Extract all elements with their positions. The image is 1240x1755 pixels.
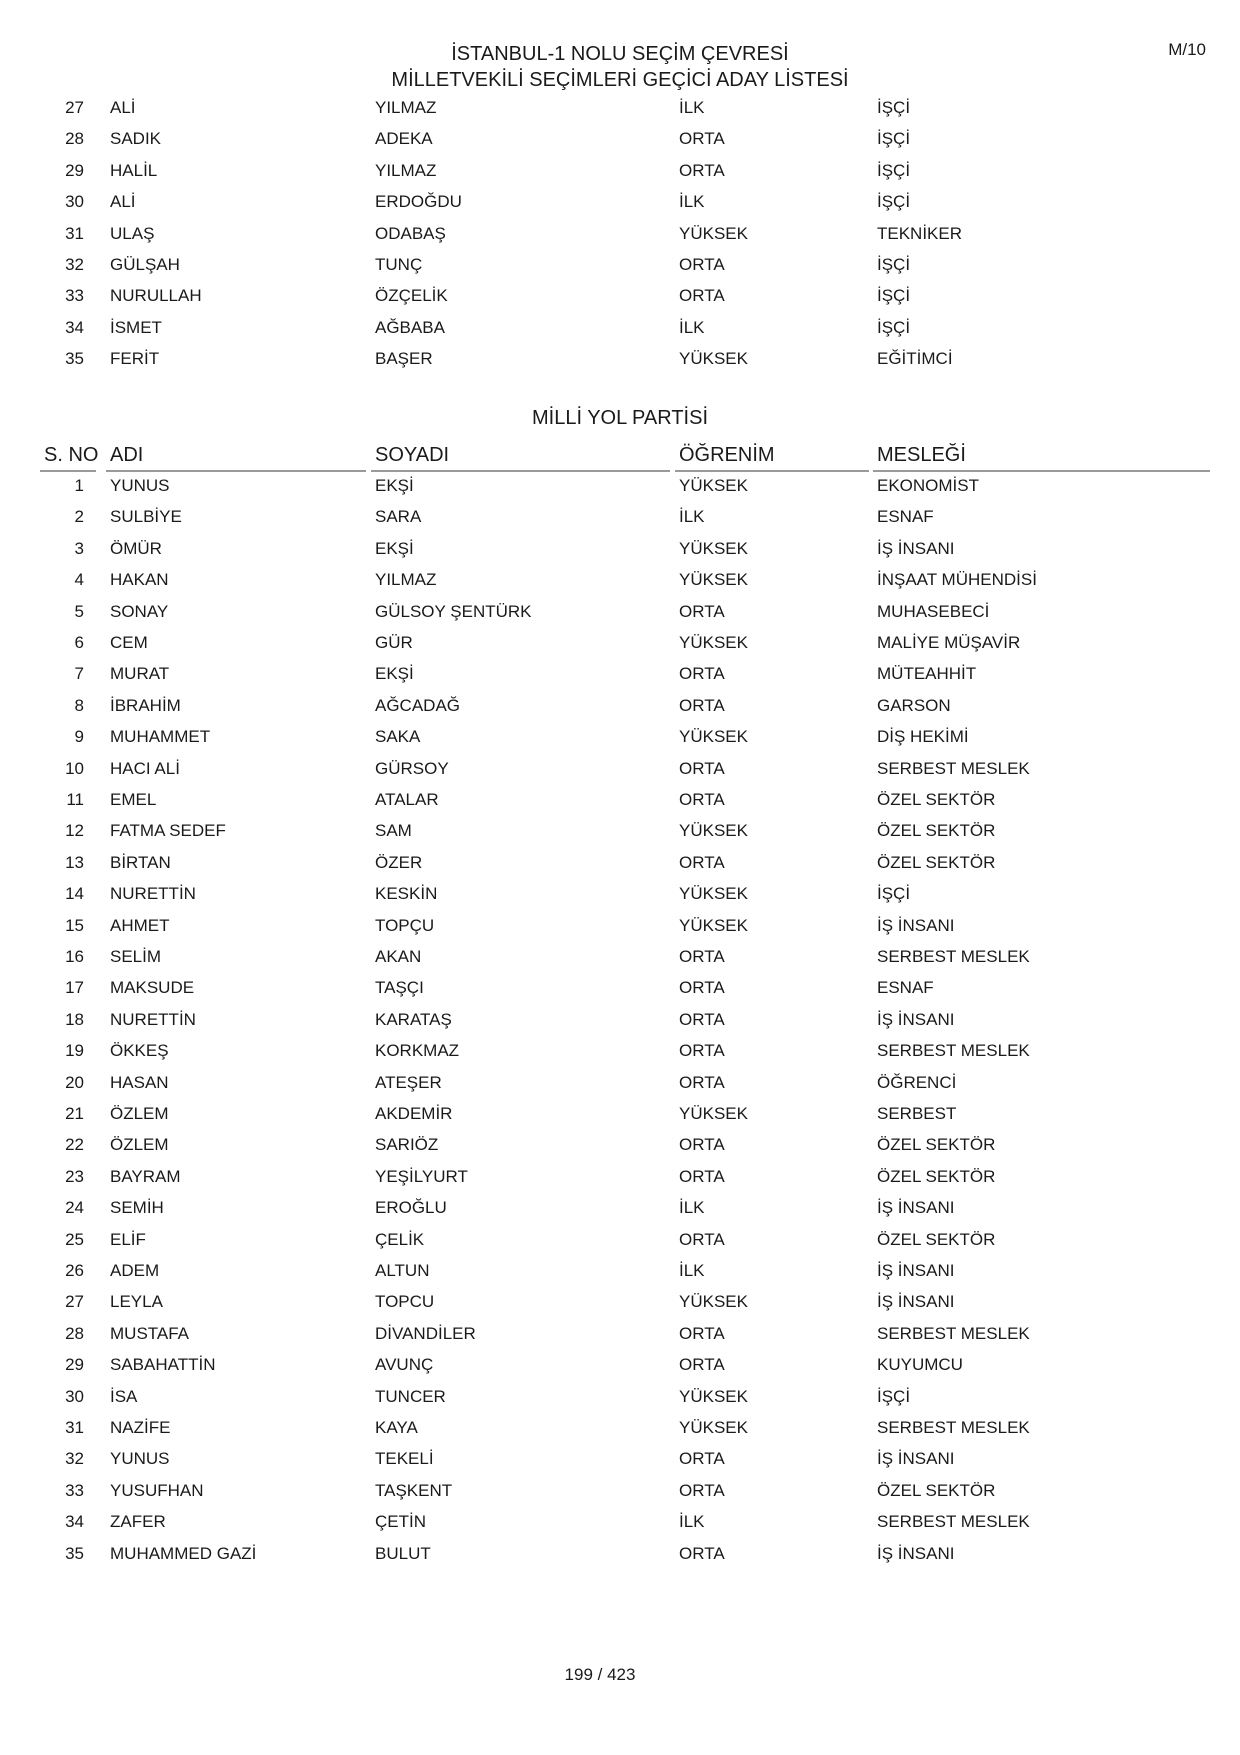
cell-ogrenim: ORTA: [679, 790, 725, 809]
table-row: [0, 1507, 1240, 1538]
cell-meslegi: MALİYE MÜŞAVİR: [877, 633, 1021, 652]
table-row: [0, 597, 1240, 628]
cell-adi: NURETTİN: [110, 1009, 196, 1029]
cell-ogrenim: ORTA: [679, 601, 725, 621]
cell-meslegi: İŞ İNSANI: [877, 1292, 955, 1312]
cell-adi: ULAŞ: [110, 223, 155, 243]
cell-meslegi: İŞÇİ: [877, 1386, 911, 1406]
cell-no: 9: [74, 727, 84, 747]
cell-no: 2: [74, 507, 84, 527]
cell-soyadi: EKŞİ: [375, 664, 414, 684]
table-row: [0, 471, 1240, 502]
table-row: [0, 156, 1240, 187]
cell-soyadi: TAŞÇI: [375, 978, 424, 998]
cell-adi: SELİM: [110, 947, 162, 966]
cell-soyadi: AVUNÇ: [375, 1355, 434, 1375]
cell-soyadi: KAYA: [375, 1418, 418, 1437]
cell-ogrenim: YÜKSEK: [679, 223, 748, 243]
cell-adi: EMEL: [110, 790, 157, 809]
cell-meslegi: İŞ İNSANI: [877, 538, 955, 558]
cell-ogrenim: ORTA: [679, 1449, 725, 1469]
cell-soyadi: TUNCER: [375, 1386, 446, 1406]
cell-adi: LEYLA: [110, 1292, 163, 1312]
cell-adi: FATMA SEDEF: [110, 821, 226, 841]
cell-adi: MUHAMMED GAZİ: [110, 1543, 257, 1563]
cell-no: 35: [65, 349, 84, 369]
table-row: [0, 1256, 1240, 1287]
table-row: [0, 1225, 1240, 1256]
cell-meslegi: İŞ İNSANI: [877, 1449, 955, 1469]
cell-no: 24: [65, 1198, 84, 1218]
cell-soyadi: TUNÇ: [375, 255, 423, 274]
cell-meslegi: İŞ İNSANI: [877, 1198, 955, 1218]
cell-ogrenim: ORTA: [679, 1355, 725, 1375]
cell-adi: BİRTAN: [110, 852, 171, 872]
cell-meslegi: İŞÇİ: [877, 129, 911, 149]
cell-no: 30: [65, 1386, 84, 1406]
cell-ogrenim: ORTA: [679, 1543, 725, 1563]
table-row: [0, 1350, 1240, 1381]
cell-adi: SADIK: [110, 129, 162, 149]
cell-no: 3: [74, 538, 84, 558]
cell-soyadi: YILMAZ: [375, 570, 437, 590]
cell-adi: YUSUFHAN: [110, 1480, 204, 1500]
cell-ogrenim: ORTA: [679, 129, 725, 149]
cell-adi: ZAFER: [110, 1512, 166, 1532]
cell-no: 4: [74, 570, 84, 590]
table-header: [0, 440, 1240, 474]
cell-meslegi: ÖZEL SEKTÖR: [877, 1166, 996, 1186]
table-row: [0, 1193, 1240, 1224]
cell-meslegi: SERBEST MESLEK: [877, 1041, 1030, 1061]
table-row: [0, 691, 1240, 722]
cell-no: 31: [65, 223, 84, 243]
table-row: [0, 250, 1240, 281]
cell-ogrenim: YÜKSEK: [679, 476, 748, 495]
cell-adi: HALİL: [110, 160, 158, 180]
cell-meslegi: MUHASEBECİ: [877, 601, 990, 621]
table-row: [0, 1005, 1240, 1036]
cell-meslegi: ÖĞRENCİ: [877, 1072, 957, 1092]
table-row: [0, 1319, 1240, 1350]
table-row: [0, 534, 1240, 565]
cell-meslegi: SERBEST MESLEK: [877, 947, 1030, 966]
cell-soyadi: SAM: [375, 821, 412, 841]
table-row: [0, 1130, 1240, 1161]
cell-no: 31: [65, 1418, 84, 1437]
cell-meslegi: İŞÇİ: [877, 98, 911, 117]
cell-soyadi: BAŞER: [375, 349, 433, 369]
cell-meslegi: ÖZEL SEKTÖR: [877, 852, 996, 872]
cell-no: 35: [65, 1543, 84, 1563]
cell-ogrenim: İLK: [679, 1198, 705, 1218]
document-title-line2: MİLLETVEKİLİ SEÇİMLERİ GEÇİCİ ADAY LİSTESİ: [391, 69, 849, 91]
cell-ogrenim: YÜKSEK: [679, 884, 748, 904]
cell-adi: AHMET: [110, 915, 170, 935]
cell-adi: ALİ: [110, 192, 136, 212]
cell-adi: MURAT: [110, 664, 170, 684]
cell-soyadi: AĞCADAĞ: [375, 695, 461, 715]
cell-meslegi: MÜTEAHHİT: [877, 664, 977, 684]
cell-ogrenim: ORTA: [679, 852, 725, 872]
cell-no: 22: [65, 1135, 84, 1155]
cell-ogrenim: ORTA: [679, 286, 725, 306]
table-row: [0, 785, 1240, 816]
header-meslegi: MESLEĞİ: [877, 444, 966, 466]
cell-adi: HASAN: [110, 1072, 169, 1092]
cell-ogrenim: ORTA: [679, 664, 725, 684]
cell-meslegi: EKONOMİST: [877, 476, 980, 495]
table-row: [0, 816, 1240, 847]
cell-soyadi: GÜRSOY: [375, 758, 449, 778]
cell-adi: İSA: [110, 1386, 138, 1406]
cell-soyadi: KESKİN: [375, 884, 438, 904]
cell-meslegi: ÖZEL SEKTÖR: [877, 1229, 996, 1249]
cell-meslegi: İŞÇİ: [877, 286, 911, 306]
cell-ogrenim: İLK: [679, 1261, 705, 1280]
cell-ogrenim: YÜKSEK: [679, 538, 748, 558]
cell-ogrenim: ORTA: [679, 1166, 725, 1186]
header-adi: ADI: [110, 444, 144, 466]
cell-no: 6: [74, 633, 84, 652]
cell-soyadi: BULUT: [375, 1543, 431, 1563]
cell-meslegi: İŞ İNSANI: [877, 1543, 955, 1563]
cell-no: 27: [65, 1292, 84, 1312]
cell-adi: MAKSUDE: [110, 978, 195, 998]
cell-ogrenim: İLK: [679, 507, 705, 527]
table-row: [0, 628, 1240, 659]
cell-adi: ELİF: [110, 1229, 146, 1249]
cell-ogrenim: İLK: [679, 192, 705, 212]
cell-soyadi: ODABAŞ: [375, 223, 446, 243]
cell-no: 33: [65, 286, 84, 306]
cell-adi: ÖZLEM: [110, 1135, 169, 1155]
cell-meslegi: ÖZEL SEKTÖR: [877, 790, 996, 809]
cell-no: 11: [66, 790, 84, 809]
cell-no: 10: [65, 758, 84, 778]
header-soyadi: SOYADI: [375, 444, 450, 466]
cell-soyadi: YILMAZ: [375, 98, 437, 117]
document-code: M/10: [1168, 40, 1206, 59]
cell-soyadi: AKDEMİR: [375, 1104, 453, 1123]
cell-meslegi: İŞÇİ: [877, 160, 911, 180]
table-row: [0, 187, 1240, 218]
cell-soyadi: KORKMAZ: [375, 1041, 460, 1061]
cell-ogrenim: ORTA: [679, 978, 725, 998]
table-row: [0, 911, 1240, 942]
cell-no: 8: [74, 695, 84, 715]
cell-meslegi: İŞ İNSANI: [877, 1261, 955, 1280]
cell-meslegi: EĞİTİMCİ: [877, 349, 953, 369]
table-row: [0, 1444, 1240, 1475]
cell-ogrenim: YÜKSEK: [679, 570, 748, 590]
table-row: [0, 1287, 1240, 1318]
table-row: [0, 754, 1240, 785]
table-row: [0, 313, 1240, 344]
cell-ogrenim: YÜKSEK: [679, 633, 748, 652]
cell-adi: İBRAHİM: [110, 695, 181, 715]
cell-meslegi: İŞÇİ: [877, 884, 911, 904]
cell-meslegi: ÖZEL SEKTÖR: [877, 1480, 996, 1500]
cell-ogrenim: YÜKSEK: [679, 915, 748, 935]
cell-no: 15: [65, 915, 84, 935]
cell-ogrenim: YÜKSEK: [679, 821, 748, 841]
cell-no: 34: [65, 317, 84, 337]
cell-adi: ÖZLEM: [110, 1104, 169, 1123]
cell-soyadi: YEŞİLYURT: [375, 1166, 468, 1186]
table-row: [0, 93, 1240, 124]
cell-soyadi: EKŞİ: [375, 476, 414, 495]
cell-no: 13: [65, 852, 84, 872]
cell-adi: YUNUS: [110, 476, 170, 495]
cell-soyadi: AKAN: [375, 947, 422, 966]
cell-adi: ADEM: [110, 1261, 160, 1280]
cell-no: 5: [74, 601, 84, 621]
cell-adi: NAZİFE: [110, 1418, 171, 1437]
cell-ogrenim: İLK: [679, 98, 705, 117]
cell-meslegi: DİŞ HEKİMİ: [877, 727, 969, 747]
cell-no: 29: [65, 1355, 84, 1375]
cell-soyadi: ALTUN: [375, 1261, 430, 1280]
cell-soyadi: ÇELİK: [375, 1229, 425, 1249]
cell-no: 20: [65, 1072, 84, 1092]
cell-no: 32: [65, 1449, 84, 1469]
cell-no: 34: [65, 1512, 84, 1532]
cell-no: 12: [65, 821, 84, 841]
cell-soyadi: SAKA: [375, 727, 421, 747]
cell-adi: NURULLAH: [110, 286, 202, 306]
cell-meslegi: SERBEST MESLEK: [877, 758, 1030, 778]
cell-meslegi: GARSON: [877, 695, 951, 715]
cell-adi: NURETTİN: [110, 884, 196, 904]
cell-ogrenim: YÜKSEK: [679, 1292, 748, 1312]
cell-adi: SULBİYE: [110, 507, 182, 527]
cell-ogrenim: ORTA: [679, 1480, 725, 1500]
cell-meslegi: İŞ İNSANI: [877, 1009, 955, 1029]
cell-meslegi: ÖZEL SEKTÖR: [877, 1135, 996, 1155]
cell-adi: YUNUS: [110, 1449, 170, 1469]
cell-no: 29: [65, 160, 84, 180]
cell-adi: ÖMÜR: [110, 538, 162, 558]
cell-adi: CEM: [110, 633, 148, 652]
cell-soyadi: GÜR: [375, 633, 413, 652]
document-title-line1: İSTANBUL-1 NOLU SEÇİM ÇEVRESİ: [451, 43, 789, 65]
cell-ogrenim: ORTA: [679, 695, 725, 715]
cell-ogrenim: ORTA: [679, 1323, 725, 1343]
cell-no: 30: [65, 192, 84, 212]
cell-ogrenim: İLK: [679, 317, 705, 337]
table-row: [0, 281, 1240, 312]
cell-soyadi: YILMAZ: [375, 160, 437, 180]
cell-no: 25: [65, 1229, 84, 1249]
cell-meslegi: SERBEST MESLEK: [877, 1418, 1030, 1437]
cell-soyadi: ADEKA: [375, 129, 433, 149]
cell-soyadi: ERDOĞDU: [375, 192, 462, 212]
cell-soyadi: ÖZÇELİK: [375, 286, 448, 306]
cell-soyadi: DİVANDİLER: [375, 1323, 476, 1343]
table-row: [0, 659, 1240, 690]
table-row: [0, 879, 1240, 910]
cell-adi: SABAHATTİN: [110, 1355, 216, 1375]
cell-no: 1: [74, 476, 84, 495]
cell-meslegi: TEKNİKER: [877, 223, 963, 243]
cell-soyadi: EKŞİ: [375, 538, 414, 558]
cell-no: 32: [65, 255, 84, 274]
cell-no: 16: [65, 947, 84, 966]
table-row: [0, 1382, 1240, 1413]
table-row: [0, 973, 1240, 1004]
cell-ogrenim: ORTA: [679, 1229, 725, 1249]
table-row: [0, 344, 1240, 375]
cell-soyadi: EROĞLU: [375, 1198, 447, 1218]
cell-ogrenim: İLK: [679, 1512, 705, 1532]
cell-adi: HACI ALİ: [110, 758, 180, 778]
cell-adi: BAYRAM: [110, 1166, 181, 1186]
cell-meslegi: SERBEST: [877, 1104, 957, 1123]
cell-ogrenim: ORTA: [679, 1009, 725, 1029]
cell-no: 27: [65, 98, 84, 117]
cell-no: 23: [65, 1166, 84, 1186]
cell-soyadi: ATALAR: [375, 790, 439, 809]
cell-soyadi: AĞBABA: [375, 317, 445, 337]
cell-ogrenim: ORTA: [679, 1041, 725, 1061]
cell-no: 21: [65, 1104, 84, 1123]
cell-adi: ALİ: [110, 98, 136, 117]
table-row: [0, 502, 1240, 533]
header-ogrenim: ÖĞRENİM: [679, 444, 775, 466]
table-row: [0, 124, 1240, 155]
cell-meslegi: KUYUMCU: [877, 1355, 963, 1375]
cell-meslegi: ÖZEL SEKTÖR: [877, 821, 996, 841]
cell-soyadi: SARA: [375, 507, 422, 527]
cell-no: 17: [65, 978, 84, 998]
table-row: [0, 1476, 1240, 1507]
table-row: [0, 1539, 1240, 1570]
cell-soyadi: ÖZER: [375, 852, 423, 872]
cell-meslegi: İNŞAAT MÜHENDİSİ: [877, 570, 1037, 590]
cell-no: 7: [74, 664, 84, 684]
cell-soyadi: GÜLSOY ŞENTÜRK: [375, 601, 532, 621]
cell-soyadi: SARIÖZ: [375, 1135, 439, 1155]
table-row: [0, 1068, 1240, 1099]
table-row: [0, 722, 1240, 753]
cell-no: 18: [65, 1009, 84, 1029]
cell-ogrenim: YÜKSEK: [679, 727, 748, 747]
table-row: [0, 1099, 1240, 1130]
cell-meslegi: SERBEST MESLEK: [877, 1512, 1030, 1532]
table-row: [0, 848, 1240, 879]
table-row: [0, 219, 1240, 250]
cell-no: 28: [65, 1323, 84, 1343]
cell-adi: SEMİH: [110, 1198, 164, 1218]
table-row: [0, 565, 1240, 596]
cell-ogrenim: ORTA: [679, 1135, 725, 1155]
cell-meslegi: İŞÇİ: [877, 317, 911, 337]
cell-ogrenim: ORTA: [679, 1072, 725, 1092]
cell-soyadi: TOPCU: [375, 1292, 435, 1312]
cell-soyadi: TAŞKENT: [375, 1480, 453, 1500]
cell-no: 14: [65, 884, 84, 904]
cell-soyadi: TOPÇU: [375, 915, 435, 935]
cell-adi: ÖKKEŞ: [110, 1041, 169, 1061]
cell-meslegi: İŞÇİ: [877, 255, 911, 274]
cell-adi: İSMET: [110, 317, 162, 337]
cell-adi: MUSTAFA: [110, 1323, 190, 1343]
cell-meslegi: SERBEST MESLEK: [877, 1323, 1030, 1343]
cell-soyadi: ÇETİN: [375, 1512, 426, 1532]
header-sno: S. NO: [44, 444, 99, 466]
cell-adi: SONAY: [110, 601, 169, 621]
table-row: [0, 1036, 1240, 1067]
cell-ogrenim: YÜKSEK: [679, 1418, 748, 1437]
cell-ogrenim: YÜKSEK: [679, 349, 748, 369]
cell-adi: MUHAMMET: [110, 727, 211, 747]
cell-ogrenim: YÜKSEK: [679, 1386, 748, 1406]
table-row: [0, 942, 1240, 973]
table-row: [0, 1162, 1240, 1193]
cell-ogrenim: ORTA: [679, 160, 725, 180]
cell-ogrenim: ORTA: [679, 947, 725, 966]
party-name: MİLLİ YOL PARTİSİ: [532, 407, 708, 429]
cell-soyadi: TEKELİ: [375, 1449, 434, 1469]
cell-adi: HAKAN: [110, 570, 169, 590]
cell-ogrenim: ORTA: [679, 255, 725, 274]
cell-no: 19: [65, 1041, 84, 1061]
cell-meslegi: ESNAF: [877, 978, 934, 998]
cell-ogrenim: ORTA: [679, 758, 725, 778]
page-number: 199 / 423: [564, 1665, 636, 1684]
cell-no: 33: [65, 1480, 84, 1500]
cell-adi: GÜLŞAH: [110, 255, 180, 274]
cell-soyadi: KARATAŞ: [375, 1009, 452, 1029]
cell-meslegi: İŞÇİ: [877, 192, 911, 212]
cell-meslegi: İŞ İNSANI: [877, 915, 955, 935]
cell-no: 28: [65, 129, 84, 149]
cell-no: 26: [65, 1261, 84, 1280]
cell-soyadi: ATEŞER: [375, 1072, 442, 1092]
cell-meslegi: ESNAF: [877, 507, 934, 527]
cell-adi: FERİT: [110, 349, 160, 369]
cell-ogrenim: YÜKSEK: [679, 1104, 748, 1123]
table-row: [0, 1413, 1240, 1444]
